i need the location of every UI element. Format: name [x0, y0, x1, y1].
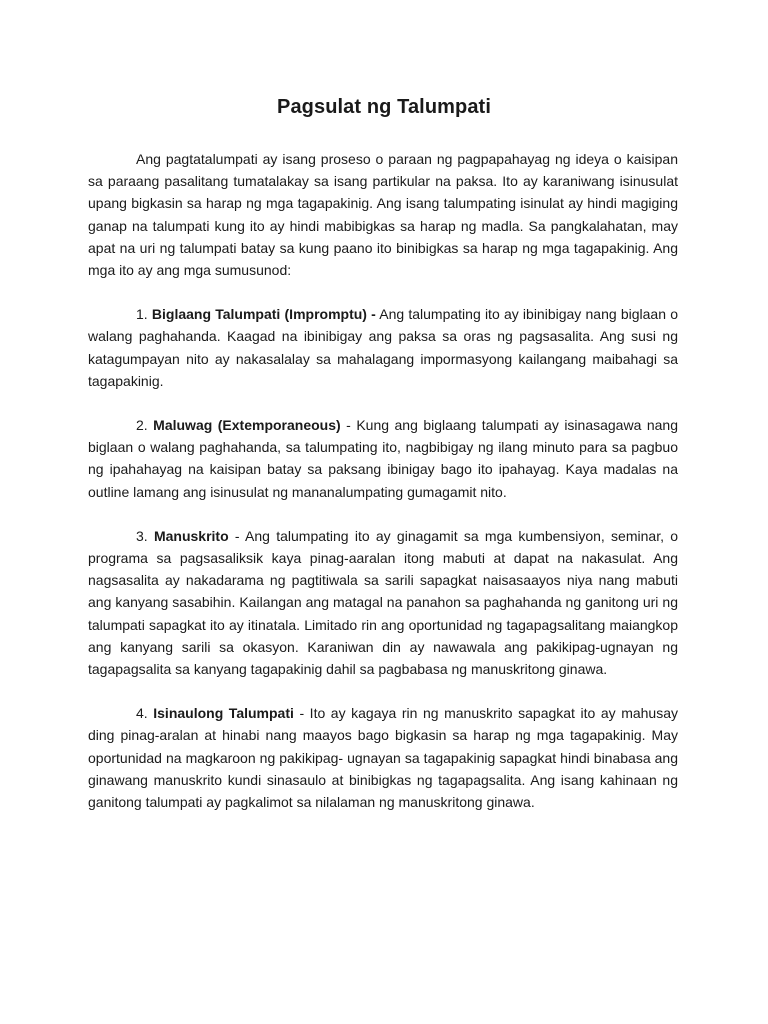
item-term: Maluwag (Extemporaneous) — [153, 417, 341, 434]
list-item-impromptu — [88, 303, 678, 392]
page-title: Pagsulat ng Talumpati — [277, 96, 491, 118]
item-text: - Kung ang biglaang talumpati ay isinasagawa nang biglaan o walang paghahanda, sa talumpating ito, nagbibigay ng ilang minuto para sa pagbuo ng ipahahayag na kaisipan batay sa paksang ibinigay bago ito ipahayag. Kaya madalas na outline lamang ang isinusulat ng mananalumpating gumagamit nito. — [88, 417, 678, 500]
item-text: Ang talumpating ito ay ibinibigay nang biglaan o walang paghahanda. Kaagad na ibinibigay ang paksa sa oras ng pagsasalita. Ang susi ng katagumpayan nito ay nakasalalay sa mahalagang impormasyong kailangang maibahagi sa tagapakinig. — [88, 306, 678, 389]
list-item-manuskrito — [88, 525, 678, 680]
item-number: 1. — [136, 306, 148, 323]
intro-paragraph: Ang pagtatalumpati ay isang proseso o paraan ng pagpapahayag ng ideya o kaisipan sa paraang pasalitang tumatalakay sa isang partikular na paksa. Ito ay karaniwang isinusulat upang bigkasin sa harap ng mga tagapakinig. Ang isang talumpating isinulat ay hindi magiging ganap na talumpati kung ito ay hindi mabibigkas sa harap ng madla. Sa pangkalahatan, may apat na uri ng talumpati batay sa kung paano ito binibigkas sa harap ng mga tagapakinig. Ang mga ito ay ang mga sumusunod: — [88, 151, 678, 279]
item-term: Biglaang Talumpati (Impromptu) - — [151, 306, 376, 323]
item-text: - Ang talumpating ito ay ginagamit sa mga kumbensiyon, seminar, o programa sa pagsasaliksik kaya pinag-aaralan itong mabuti at dapat na nakasulat. Ang nagsasalita ay nakadarama ng pagtitiwala sa sarili sapagkat naisasaayos niya nang mabuti ang kanyang sasabihin. Kailangan ang matagal na panahon sa paghahanda ng ganitong uri ng talumpati sapagkat ito ay itinatala. Limitado rin ang oportunidad ng tagapagsalitang maiangkop ang kanyang sarili sa okasyon. Karaniwan din ay nawawala ang pakikipag-ugnayan ng tagapagsalita sa kanyang tagapakinig dahil sa pagbabasa ng manuskritong ginawa. — [88, 527, 679, 678]
item-term: Manuskrito — [153, 527, 229, 544]
list-item-extemporaneous — [88, 414, 678, 503]
item-number: 2. — [136, 417, 148, 434]
item-term: Isinaulong Talumpati — [153, 705, 294, 722]
item-number: 4. — [136, 705, 148, 722]
item-number: 3. — [136, 527, 148, 544]
list-item-isinaulong — [88, 702, 678, 813]
document-body — [88, 148, 678, 835]
item-text: - Ito ay kagaya rin ng manuskrito sapagkat ito ay mahusay ding pinag-aralan at hinabi nang maayos bago bigkasin sa harap ng mga tagapakinig. May oportunidad na magkaroon ng pakikipag- ugnayan sa tagapakinig sapagkat hindi binabasa ang ginawang manuskrito kundi sinasaulo at binibigkas ng tagapagsalita. Ang isang kahinaan ng ganitong talumpati ay pagkalimot sa nilalaman ng manuskritong ginawa. — [88, 705, 679, 811]
